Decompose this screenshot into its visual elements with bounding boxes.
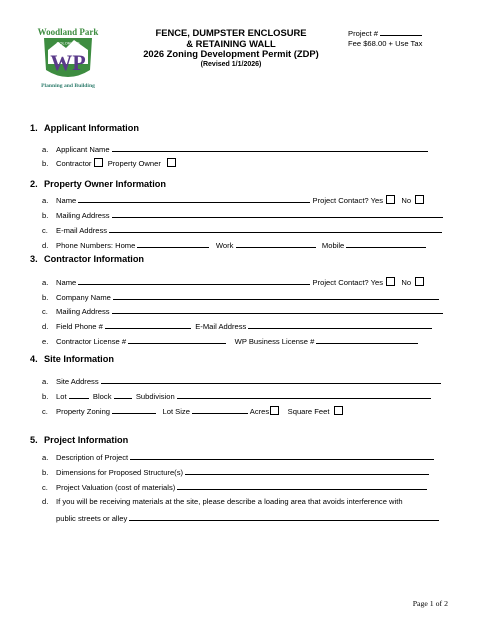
field-label: Site Address [56,377,99,386]
section-title: Project Information [44,435,129,445]
field-site-address [42,376,441,386]
contractor-email-input[interactable] [248,321,432,329]
field-label: Lot Size [162,407,190,416]
item-letter: d. [42,241,49,250]
field-owner-email [42,225,442,235]
logo-dept: Planning and Building [41,83,95,89]
field-label: No [401,196,412,205]
wp-business-license-input[interactable] [316,336,418,344]
contractor-mailing-input[interactable] [112,306,443,314]
field-contractor-name [42,277,424,287]
field-label: Mailing Address [56,307,110,316]
field-label: public streets or alley [56,514,128,523]
item-letter: b. [42,392,49,401]
item-letter: a. [42,196,49,205]
field-label: Acres [249,407,270,416]
owner-email-input[interactable] [109,225,442,233]
field-owner-name [42,195,424,205]
lot-size-input[interactable] [192,406,248,414]
field-loading-area-cont [56,513,439,523]
field-dimensions [42,467,429,477]
fee-label: Fee $68.00 + Use Tax [348,39,423,48]
field-label: If you will be receiving materials at the site, please describe a loading area that avoids interference with [56,497,403,506]
item-letter: c. [42,307,48,316]
valuation-input[interactable] [177,482,427,490]
field-label: Subdivision [135,392,175,401]
field-label: Project Contact? Yes [312,196,384,205]
logo-monogram: WP [50,50,86,75]
square-feet-checkbox[interactable] [334,406,343,415]
contractor-contact-yes-checkbox[interactable] [386,277,395,286]
section-project [30,435,128,445]
field-label: Phone Numbers: Home [56,241,136,250]
contractor-checkbox[interactable] [94,158,103,167]
project-description-input[interactable] [130,452,434,460]
item-letter: a. [42,145,49,154]
field-label: Work [215,241,234,250]
item-letter: a. [42,278,49,287]
item-letter: d. [42,497,49,506]
field-applicant-name [42,144,428,154]
field-owner-mailing [42,210,443,220]
field-label: WP Business License # [234,337,315,346]
field-label: Contractor [56,159,92,168]
header-line3: 2026 Zoning Development Permit (ZDP) [143,48,319,59]
field-contractor-license [42,336,418,346]
item-letter: d. [42,322,49,331]
section-site [30,354,114,364]
applicant-name-input[interactable] [112,144,428,152]
item-letter: b. [42,159,49,168]
property-owner-checkbox[interactable] [167,158,176,167]
item-letter: b. [42,468,49,477]
woodland-park-logo [36,24,100,102]
field-phone-input[interactable] [105,321,191,329]
section-title: Contractor Information [44,254,145,264]
field-label: Company Name [56,293,111,302]
field-label: Property Zoning [56,407,111,416]
item-letter: c. [42,407,48,416]
acres-checkbox[interactable] [270,406,279,415]
field-label: Project Valuation (cost of materials) [56,483,176,492]
company-name-input[interactable] [113,292,439,300]
project-number-label: Project # [348,29,378,38]
field-zoning [42,406,343,416]
field-lot-block [42,391,431,401]
zoning-input[interactable] [112,406,156,414]
form-header [118,28,344,70]
field-label: Property Owner [107,159,161,168]
item-letter: c. [42,483,48,492]
field-label: E-mail Address [56,226,108,235]
field-company-name [42,292,439,302]
field-label: Block [92,392,112,401]
field-label: Name [56,196,77,205]
field-applicant-type [42,158,176,168]
logo-sub: COLORADO [56,40,80,46]
field-label: Dimensions for Proposed Structure(s) [56,468,184,477]
field-valuation [42,482,427,492]
field-label: Square Feet [287,407,330,416]
item-letter: b. [42,293,49,302]
section-title: Applicant Information [44,123,139,133]
header-line1: FENCE, DUMPSTER ENCLOSURE [155,27,307,38]
item-letter: e. [42,337,49,346]
owner-name-input[interactable] [78,195,310,203]
section-number: 2. [30,179,38,189]
dimensions-input[interactable] [185,467,429,475]
field-label: Field Phone # [56,322,103,331]
header-line2: & RETAINING WALL [186,37,276,49]
field-label: Project Contact? Yes [312,278,384,287]
owner-contact-yes-checkbox[interactable] [386,195,395,204]
work-phone-input[interactable] [236,240,316,248]
field-contractor-mailing [42,306,443,316]
logo-name: Woodland Park [37,27,99,37]
field-project-description [42,452,434,462]
loading-area-input[interactable] [129,513,439,521]
field-loading-area [42,497,403,506]
field-label: Mobile [321,241,345,250]
field-label: Applicant Name [56,145,110,154]
project-box [348,28,422,49]
item-letter: b. [42,211,49,220]
field-label: E-Mail Address [195,322,247,331]
block-input[interactable] [114,391,132,399]
header-line4: (Revised 1/1/2026) [200,60,262,68]
field-label: Mailing Address [56,211,110,220]
field-label: No [401,278,412,287]
project-number-field[interactable] [380,28,422,36]
section-number: 5. [30,435,38,445]
contractor-name-input[interactable] [78,277,310,285]
section-title: Site Information [44,354,114,364]
section-applicant [30,123,139,133]
section-number: 3. [30,254,38,264]
subdivision-input[interactable] [177,391,431,399]
section-number: 4. [30,354,38,364]
site-address-input[interactable] [101,376,441,384]
field-owner-phones [42,240,426,250]
section-number: 1. [30,123,38,133]
owner-mailing-input[interactable] [112,210,443,218]
field-label: Description of Project [56,453,129,462]
lot-input[interactable] [69,391,89,399]
item-letter: a. [42,377,49,386]
item-letter: a. [42,453,49,462]
field-field-phone [42,321,432,331]
page-number: Page 1 of 2 [412,599,448,608]
section-property-owner [30,179,166,189]
field-label: Lot [56,392,67,401]
contractor-contact-no-checkbox[interactable] [415,277,424,286]
mobile-phone-input[interactable] [346,240,426,248]
contractor-license-input[interactable] [128,336,226,344]
owner-contact-no-checkbox[interactable] [415,195,424,204]
section-title: Property Owner Information [44,179,167,189]
field-label: Contractor License # [56,337,127,346]
home-phone-input[interactable] [137,240,209,248]
section-contractor [30,254,144,264]
item-letter: c. [42,226,48,235]
field-label: Name [56,278,77,287]
